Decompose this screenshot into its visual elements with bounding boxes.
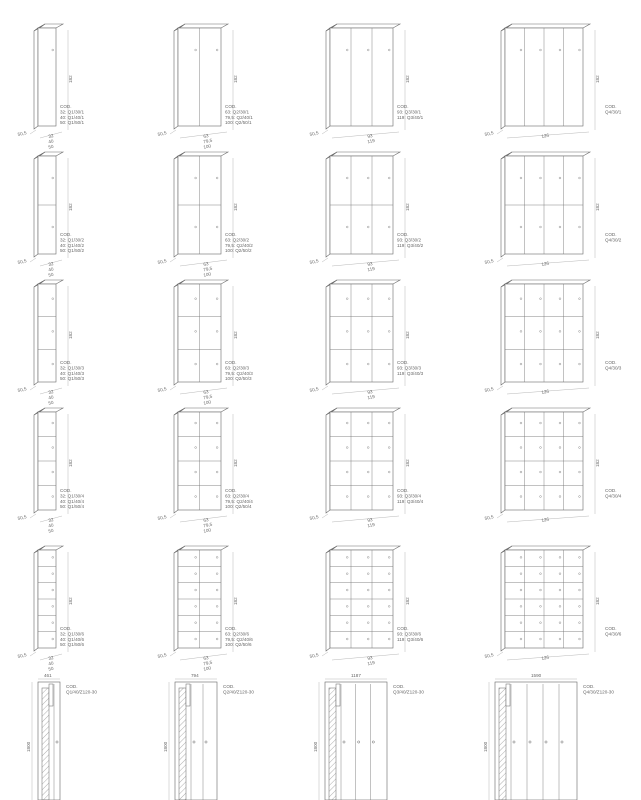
locker-side-panel bbox=[501, 284, 505, 385]
height-label: 182 bbox=[405, 459, 410, 467]
locker-5-1 bbox=[17, 546, 84, 672]
depth-label: 50,5 bbox=[309, 130, 319, 137]
depth-dimension-line bbox=[30, 130, 36, 134]
width-label: 32 bbox=[47, 517, 55, 523]
depth-label: 50,5 bbox=[484, 258, 494, 265]
depth-dimension-line bbox=[322, 514, 328, 518]
depth-label: 50,5 bbox=[17, 258, 27, 265]
depth-label: 50,5 bbox=[157, 258, 167, 265]
width-label: 50 bbox=[47, 271, 55, 278]
cod-label: COD. bbox=[397, 232, 409, 237]
depth-dimension-line bbox=[497, 514, 503, 518]
bench-profile bbox=[336, 684, 340, 706]
depth-dimension-line bbox=[30, 652, 36, 656]
height-label: 182 bbox=[68, 75, 73, 83]
locker-top-panel bbox=[505, 546, 590, 550]
plan-cod-label: COD. bbox=[223, 684, 235, 689]
top-dimension-label: 461 bbox=[44, 673, 52, 678]
locker-side-panel bbox=[34, 28, 38, 129]
width-label: 79,5 bbox=[202, 137, 213, 145]
locker-2-4 bbox=[484, 152, 622, 267]
locker-4-3 bbox=[309, 408, 423, 528]
locker-top-panel bbox=[505, 408, 590, 412]
top-dimension-label: 794 bbox=[191, 673, 199, 678]
depth-label: 50,5 bbox=[17, 652, 27, 659]
cod-code: 50: Q1/50/1 bbox=[60, 120, 85, 126]
locker-top-panel bbox=[178, 280, 228, 284]
height-label: 182 bbox=[595, 203, 600, 211]
depth-dimension-line bbox=[170, 514, 176, 518]
locker-top-panel bbox=[178, 408, 228, 412]
width-label: 40 bbox=[47, 522, 55, 529]
plan-cod-label: COD. bbox=[66, 684, 78, 689]
width-label: 40 bbox=[47, 266, 55, 273]
hatched-wall bbox=[499, 688, 506, 800]
height-label: 182 bbox=[595, 597, 600, 605]
section-drawing-3 bbox=[313, 673, 424, 800]
width-label: 63 bbox=[202, 389, 210, 395]
cod-code: 63: Q2/30/6 bbox=[225, 631, 250, 637]
side-dimension-label: 1800 bbox=[313, 741, 318, 752]
locker-side-panel bbox=[34, 550, 38, 651]
plan-cod-label: COD. bbox=[583, 684, 595, 689]
cod-label: COD. bbox=[605, 104, 617, 109]
cod-code: 50: Q1/50/6 bbox=[60, 642, 85, 648]
top-dimension-label: 1187 bbox=[351, 673, 361, 678]
cod-label: COD. bbox=[60, 626, 72, 631]
cod-label: COD. bbox=[605, 232, 617, 237]
width-label: 63 bbox=[202, 133, 210, 139]
width-label: 126 bbox=[540, 260, 550, 267]
cod-label: COD. bbox=[397, 104, 409, 109]
cod-code: 79,5: Q2/40/2 bbox=[225, 242, 253, 248]
depth-dimension-line bbox=[322, 386, 328, 390]
cod-code: 32: Q1/30/2 bbox=[60, 237, 85, 243]
cod-label: COD. bbox=[397, 626, 409, 631]
height-label: 182 bbox=[595, 459, 600, 467]
height-label: 182 bbox=[595, 75, 600, 83]
locker-4-2 bbox=[157, 408, 253, 534]
width-label: 93 bbox=[366, 133, 374, 139]
locker-1-1 bbox=[17, 24, 84, 150]
locker-3-1 bbox=[17, 280, 84, 406]
cod-code: Q4/30/3 bbox=[605, 365, 622, 371]
locker-top-panel bbox=[178, 546, 228, 550]
cod-code: 79,5: Q2/40/6 bbox=[225, 636, 253, 642]
cod-code: 63: Q2/30/2 bbox=[225, 237, 250, 243]
cod-code: 63: Q2/30/1 bbox=[225, 109, 250, 115]
depth-label: 50,5 bbox=[157, 130, 167, 137]
locker-2-1 bbox=[17, 152, 84, 278]
cod-code: 32: Q1/30/3 bbox=[60, 365, 85, 371]
depth-label: 50,5 bbox=[157, 386, 167, 393]
width-label: 50 bbox=[47, 399, 55, 406]
locker-side-panel bbox=[326, 550, 330, 651]
depth-dimension-line bbox=[497, 258, 503, 262]
width-label: 100 bbox=[202, 399, 212, 406]
locker-side-panel bbox=[501, 550, 505, 651]
width-label: 119 bbox=[366, 393, 376, 401]
locker-2-2 bbox=[157, 152, 253, 278]
cod-code: 50: Q1/50/2 bbox=[60, 248, 85, 254]
depth-label: 50,5 bbox=[17, 386, 27, 393]
depth-label: 50,5 bbox=[17, 514, 27, 521]
locker-1-2 bbox=[157, 24, 253, 150]
cod-code: Q4/30/1 bbox=[605, 109, 622, 115]
cod-label: COD. bbox=[225, 360, 237, 365]
depth-dimension-line bbox=[30, 514, 36, 518]
depth-dimension-line bbox=[170, 258, 176, 262]
cod-code: 100: Q2/50/1 bbox=[225, 120, 252, 126]
plan-cod-code: Q1/40/Z120-30 bbox=[66, 689, 97, 695]
height-label: 182 bbox=[233, 331, 238, 339]
height-label: 182 bbox=[233, 75, 238, 83]
width-label: 100 bbox=[202, 271, 212, 278]
locker-4-1 bbox=[17, 408, 84, 534]
hatched-wall bbox=[329, 688, 336, 800]
depth-dimension-line bbox=[497, 130, 503, 134]
locker-side-panel bbox=[174, 284, 178, 385]
depth-label: 50,5 bbox=[157, 514, 167, 521]
width-label: 126 bbox=[540, 132, 550, 139]
locker-top-panel bbox=[330, 24, 400, 28]
locker-top-panel bbox=[505, 152, 590, 156]
cod-label: COD. bbox=[225, 232, 237, 237]
cod-label: COD. bbox=[225, 488, 237, 493]
row-2 bbox=[17, 152, 622, 278]
locker-5-2 bbox=[157, 546, 253, 672]
locker-top-panel bbox=[330, 280, 400, 284]
width-label: 100 bbox=[202, 665, 212, 672]
row-3 bbox=[17, 280, 622, 406]
cod-label: COD. bbox=[60, 232, 72, 237]
bench-profile bbox=[186, 684, 190, 706]
cod-code: 63: Q2/30/3 bbox=[225, 365, 250, 371]
width-label: 93 bbox=[366, 389, 374, 395]
depth-label: 50,5 bbox=[309, 652, 319, 659]
cod-code: 119: Q3/40/1 bbox=[397, 114, 424, 120]
depth-label: 50,5 bbox=[309, 386, 319, 393]
cod-code: 119: Q3/40/2 bbox=[397, 242, 424, 248]
height-label: 182 bbox=[405, 203, 410, 211]
depth-dimension-line bbox=[170, 130, 176, 134]
locker-side-panel bbox=[326, 284, 330, 385]
depth-dimension-line bbox=[170, 386, 176, 390]
locker-3-4 bbox=[484, 280, 622, 395]
locker-side-panel bbox=[34, 156, 38, 257]
section-drawing-2 bbox=[163, 673, 254, 800]
section-drawings bbox=[26, 673, 614, 800]
plan-cod-code: Q4/30/Z120-30 bbox=[583, 689, 614, 695]
row-1 bbox=[17, 24, 622, 150]
locker-top-panel bbox=[330, 546, 400, 550]
width-label: 79,5 bbox=[202, 265, 213, 273]
cod-code: 32: Q1/30/4 bbox=[60, 493, 85, 499]
cod-code: 93: Q3/30/1 bbox=[397, 109, 422, 115]
depth-dimension-line bbox=[322, 258, 328, 262]
width-dimension-line bbox=[332, 388, 399, 394]
depth-dimension-line bbox=[170, 652, 176, 656]
locker-1-3 bbox=[309, 24, 423, 144]
depth-label: 50,5 bbox=[17, 130, 27, 137]
cod-code: 79,5: Q2/40/3 bbox=[225, 370, 253, 376]
width-dimension-line bbox=[332, 516, 399, 522]
locker-side-panel bbox=[174, 550, 178, 651]
cod-code: 119: Q3/40/3 bbox=[397, 370, 424, 376]
cod-code: 100: Q2/50/3 bbox=[225, 376, 252, 382]
depth-label: 50,5 bbox=[484, 514, 494, 521]
cod-label: COD. bbox=[397, 360, 409, 365]
width-label: 63 bbox=[202, 517, 210, 523]
height-label: 182 bbox=[233, 597, 238, 605]
width-dimension-line bbox=[332, 132, 399, 138]
locker-5-3 bbox=[309, 546, 423, 666]
cod-code: 93: Q3/30/2 bbox=[397, 237, 422, 243]
width-label: 126 bbox=[540, 654, 550, 661]
depth-label: 50,5 bbox=[484, 130, 494, 137]
cod-code: 40: Q1/40/3 bbox=[60, 370, 85, 376]
cod-code: 100: Q2/50/6 bbox=[225, 642, 252, 648]
locker-side-panel bbox=[326, 156, 330, 257]
depth-label: 50,5 bbox=[484, 386, 494, 393]
cod-code: 50: Q1/50/4 bbox=[60, 504, 85, 510]
locker-top-panel bbox=[330, 408, 400, 412]
cod-code: Q4/30/4 bbox=[605, 493, 622, 499]
locker-side-panel bbox=[501, 412, 505, 513]
cod-code: 100: Q2/50/4 bbox=[225, 504, 252, 510]
cod-code: Q4/30/2 bbox=[605, 237, 622, 243]
width-label: 119 bbox=[366, 659, 376, 667]
width-label: 50 bbox=[47, 665, 55, 672]
width-label: 79,5 bbox=[202, 393, 213, 401]
locker-3-3 bbox=[309, 280, 423, 400]
depth-label: 50,5 bbox=[157, 652, 167, 659]
depth-label: 50,5 bbox=[309, 258, 319, 265]
cod-code: 32: Q1/30/6 bbox=[60, 631, 85, 637]
cod-label: COD. bbox=[225, 626, 237, 631]
cod-code: Q4/30/6 bbox=[605, 631, 622, 637]
width-label: 79,5 bbox=[202, 521, 213, 529]
height-label: 182 bbox=[68, 459, 73, 467]
height-label: 182 bbox=[233, 459, 238, 467]
cod-label: COD. bbox=[397, 488, 409, 493]
hatched-wall bbox=[179, 688, 186, 800]
locker-front bbox=[330, 284, 393, 382]
locker-side-panel bbox=[34, 284, 38, 385]
cod-code: 93: Q3/30/4 bbox=[397, 493, 422, 499]
locker-top-panel bbox=[178, 152, 228, 156]
width-label: 63 bbox=[202, 261, 210, 267]
locker-side-panel bbox=[326, 28, 330, 129]
cod-code: 79,5: Q2/40/4 bbox=[225, 498, 253, 504]
locker-1-4 bbox=[484, 24, 622, 139]
width-label: 100 bbox=[202, 527, 212, 534]
bench-profile bbox=[49, 684, 53, 706]
width-label: 50 bbox=[47, 143, 55, 150]
locker-front bbox=[330, 28, 393, 126]
cod-code: 79,5: Q2/40/1 bbox=[225, 114, 253, 120]
locker-top-panel bbox=[330, 152, 400, 156]
section-drawing-4 bbox=[483, 673, 614, 800]
locker-side-panel bbox=[326, 412, 330, 513]
cod-label: COD. bbox=[225, 104, 237, 109]
locker-side-panel bbox=[174, 412, 178, 513]
height-label: 182 bbox=[68, 203, 73, 211]
width-label: 32 bbox=[47, 261, 55, 267]
height-label: 182 bbox=[68, 331, 73, 339]
locker-side-panel bbox=[501, 156, 505, 257]
locker-5-4 bbox=[484, 546, 622, 661]
width-label: 126 bbox=[540, 388, 550, 395]
plan-cod-code: Q2/40/Z120-30 bbox=[223, 689, 254, 695]
locker-side-panel bbox=[34, 412, 38, 513]
locker-top-panel bbox=[505, 280, 590, 284]
height-label: 182 bbox=[405, 331, 410, 339]
depth-label: 50,5 bbox=[484, 652, 494, 659]
width-label: 93 bbox=[366, 655, 374, 661]
locker-front bbox=[38, 284, 56, 382]
width-label: 32 bbox=[47, 389, 55, 395]
locker-top-panel bbox=[178, 24, 228, 28]
bench-profile bbox=[506, 684, 510, 706]
locker-side-panel bbox=[174, 28, 178, 129]
cod-code: 93: Q3/30/6 bbox=[397, 631, 422, 637]
width-label: 100 bbox=[202, 143, 212, 150]
width-label: 126 bbox=[540, 516, 550, 523]
width-dimension-line bbox=[332, 654, 399, 660]
height-label: 182 bbox=[68, 597, 73, 605]
width-dimension-line bbox=[332, 260, 399, 266]
cod-code: 40: Q1/40/6 bbox=[60, 636, 85, 642]
depth-dimension-line bbox=[30, 258, 36, 262]
cod-code: 119: Q3/40/4 bbox=[397, 498, 424, 504]
locker-top-panel bbox=[505, 24, 590, 28]
depth-dimension-line bbox=[322, 652, 328, 656]
side-dimension-label: 1800 bbox=[163, 741, 168, 752]
width-label: 93 bbox=[366, 517, 374, 523]
cod-code: 93: Q3/30/3 bbox=[397, 365, 422, 371]
locker-side-panel bbox=[174, 156, 178, 257]
depth-label: 50,5 bbox=[309, 514, 319, 521]
cod-code: 63: Q2/30/4 bbox=[225, 493, 250, 499]
width-label: 119 bbox=[366, 521, 376, 529]
locker-3-2 bbox=[157, 280, 253, 406]
plan-cod-code: Q3/40/Z120-30 bbox=[393, 689, 424, 695]
cod-label: COD. bbox=[605, 488, 617, 493]
row-4 bbox=[17, 408, 622, 534]
plan-cod-label: COD. bbox=[393, 684, 405, 689]
height-label: 182 bbox=[405, 597, 410, 605]
width-label: 119 bbox=[366, 137, 376, 145]
cod-code: 40: Q1/40/2 bbox=[60, 242, 85, 248]
cod-label: COD. bbox=[60, 360, 72, 365]
locker-4-4 bbox=[484, 408, 622, 523]
cod-code: 40: Q1/40/1 bbox=[60, 114, 85, 120]
depth-dimension-line bbox=[30, 386, 36, 390]
depth-dimension-line bbox=[497, 652, 503, 656]
cod-label: COD. bbox=[605, 626, 617, 631]
side-dimension-label: 1800 bbox=[483, 741, 488, 752]
height-label: 182 bbox=[405, 75, 410, 83]
width-label: 32 bbox=[47, 655, 55, 661]
section-drawing-1 bbox=[26, 673, 97, 800]
cod-label: COD. bbox=[605, 360, 617, 365]
height-label: 182 bbox=[233, 203, 238, 211]
width-label: 63 bbox=[202, 655, 210, 661]
locker-side-panel bbox=[501, 28, 505, 129]
cod-code: 40: Q1/40/4 bbox=[60, 498, 85, 504]
row-5 bbox=[17, 546, 622, 672]
width-label: 50 bbox=[47, 527, 55, 534]
cod-code: 50: Q1/50/3 bbox=[60, 376, 85, 382]
cod-code: 100: Q2/50/2 bbox=[225, 248, 252, 254]
depth-dimension-line bbox=[322, 130, 328, 134]
height-label: 182 bbox=[595, 331, 600, 339]
side-dimension-label: 1800 bbox=[26, 741, 31, 752]
width-label: 40 bbox=[47, 394, 55, 401]
locker-front bbox=[38, 28, 56, 126]
width-label: 40 bbox=[47, 138, 55, 145]
cod-code: 119: Q3/40/6 bbox=[397, 636, 424, 642]
width-label: 40 bbox=[47, 660, 55, 667]
locker-grid bbox=[17, 24, 622, 672]
depth-dimension-line bbox=[497, 386, 503, 390]
cod-label: COD. bbox=[60, 104, 72, 109]
locker-2-3 bbox=[309, 152, 423, 272]
cod-code: 32: Q1/30/1 bbox=[60, 109, 85, 115]
top-dimension-label: 1590 bbox=[531, 673, 542, 678]
width-label: 32 bbox=[47, 133, 55, 139]
width-label: 79,5 bbox=[202, 659, 213, 667]
hatched-wall bbox=[42, 688, 49, 800]
width-label: 93 bbox=[366, 261, 374, 267]
width-label: 119 bbox=[366, 265, 376, 273]
cod-label: COD. bbox=[60, 488, 72, 493]
